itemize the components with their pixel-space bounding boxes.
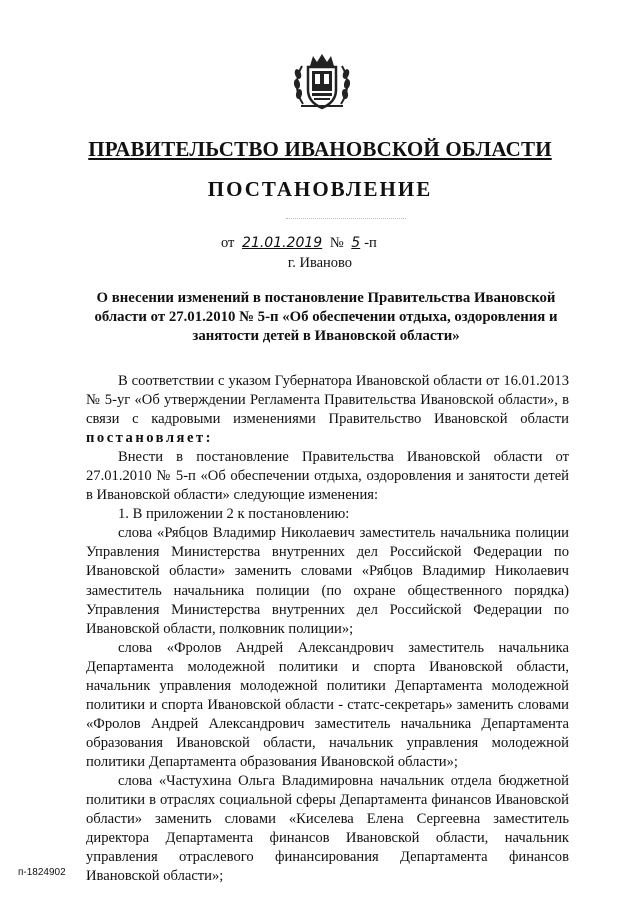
- document-body: [86, 372, 569, 886]
- number-sign: №: [329, 235, 344, 251]
- preamble-text: В соответствии с указом Губернатора Ивановской области от 16.01.2013 № 5-уг «Об утверждении Регламента Правительства Ивановской области», в связи с кадровыми изменениями Правительство Ивановской области: [86, 373, 569, 428]
- document-code: п-1824902: [18, 867, 66, 878]
- government-title: ПРАВИТЕЛЬСТВО ИВАНОВСКОЙ ОБЛАСТИ: [88, 137, 552, 161]
- divider: [286, 218, 406, 219]
- document-city: г. Иваново: [287, 255, 353, 271]
- document-subject: О внесении изменений в постановление Правительства Ивановской области от 27.01.2010 № 5-п «Об обеспечении отдыха, оздоровления и занятости детей в Ивановской области»: [94, 290, 558, 344]
- paragraph-item-1: 1. В приложении 2 к постановлению:: [118, 506, 350, 523]
- paragraph-preamble: [86, 372, 569, 448]
- paragraph-amendment: Внести в постановление Правительства Ивановской области от 27.01.2010 № 5-п «Об обеспечении отдыха, оздоровления и занятости детей в Ивановской области» следующие изменения:: [86, 449, 569, 504]
- document-type: ПОСТАНОВЛЕНИЕ: [207, 177, 433, 201]
- paragraph-replacement-2: слова «Фролов Андрей Александрович заместитель начальника Департамента молодежной политики и спорта Ивановской области, начальник управления молодежной политики Департамента молодежной политики и спорта Ивановской области - статс-секретарь» заменить словами «Фролов Андрей Александрович заместитель начальника Департамента образования Ивановской области, начальник управления молодежной политики Департамента образования Ивановской области»;: [86, 639, 569, 770]
- document-date-number: [221, 235, 377, 252]
- paragraph-replacement-3: слова «Частухина Ольга Владимировна начальник отдела бюджетной политики в отраслях социальной сферы Департамента финансов Ивановской области» заменить словами «Киселева Елена Сергеевна заместитель директора Департамента финансов Ивановской области, начальник управления отраслевого финансирования Департамента финансов Ивановской области»;: [86, 772, 569, 885]
- paragraph-replacement-1: слова «Рябцов Владимир Николаевич заместитель начальника полиции Управления Министерства внутренних дел Российской Федерации по Ивановской области» заменить словами «Рябцов Владимир Николаевич заместитель начальника полиции (по охране общественного порядка) Управления Министерства внутренних дел Российской Федерации по Ивановской области, полковник полиции»;: [86, 525, 569, 637]
- number-suffix: -п: [364, 235, 377, 251]
- date-prefix: от: [221, 235, 235, 251]
- document-number: 5: [351, 235, 361, 251]
- resolution-keyword: постановляет:: [86, 430, 213, 447]
- document-date: 21.01.2019: [242, 235, 323, 251]
- coat-of-arms-icon: [293, 52, 351, 112]
